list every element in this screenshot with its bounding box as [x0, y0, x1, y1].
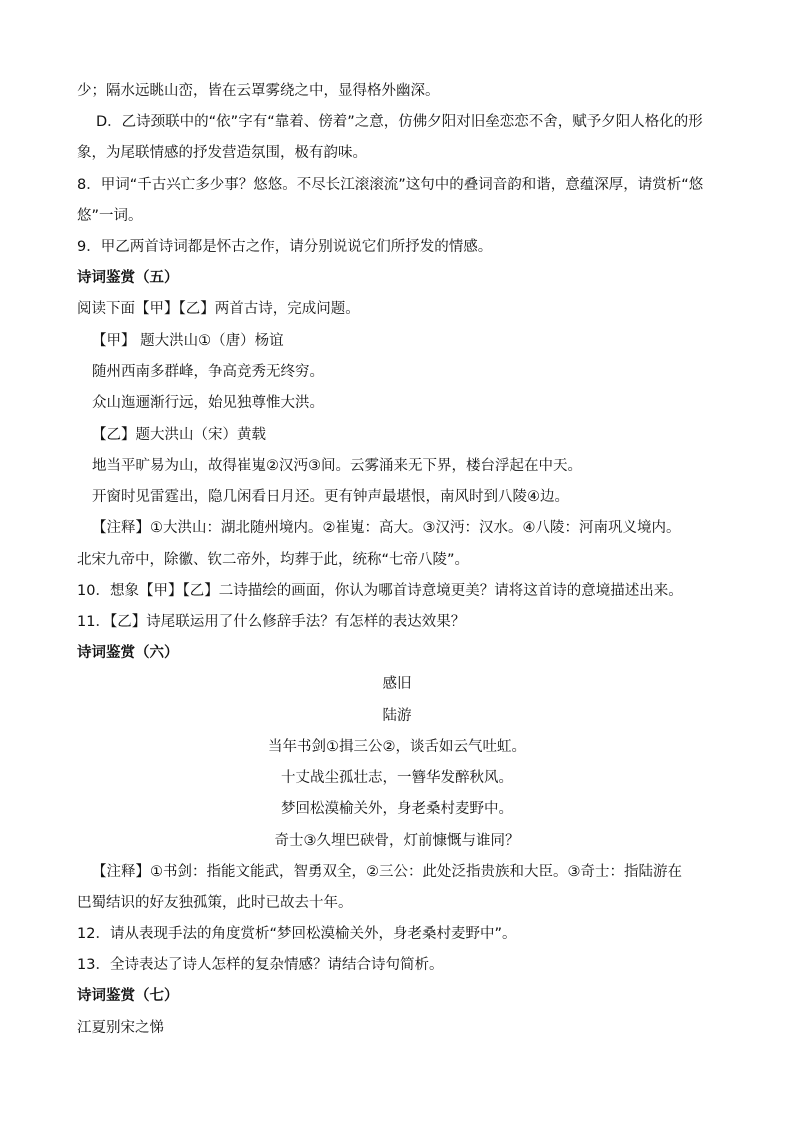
section-heading: 诗词鉴赏（五） — [77, 270, 179, 286]
poem-line: 十丈战尘孤壮志，一簪华发醉秋风。 — [281, 770, 513, 786]
question-12: 12．请从表现手法的角度赏析“梦回松漠榆关外，身老桑村麦野中”。 — [77, 926, 517, 942]
poem-line: 众山迤逦渐行远，始见独尊惟大洪。 — [92, 395, 324, 411]
poem-title: 【乙】题大洪山（宋）黄载 — [92, 427, 266, 443]
annotation: 巴蜀结识的好友独孤策，此时已故去十年。 — [77, 895, 353, 911]
text-line: 悠”一词。 — [77, 208, 143, 224]
section-heading: 诗词鉴赏（六） — [77, 645, 179, 661]
question-13: 13．全诗表达了诗人怎样的复杂情感？请结合诗句简析。 — [77, 957, 444, 973]
text-line: 少；隔水远眺山峦，皆在云罩雾绕之中，显得格外幽深。 — [77, 83, 440, 99]
instruction: 阅读下面【甲】【乙】两首古诗，完成问题。 — [77, 301, 360, 317]
poem-title: 【甲】 题大洪山①（唐）杨谊 — [92, 333, 284, 349]
poem-author: 陆游 — [382, 708, 412, 724]
poem-line: 奇士③久埋巴硖骨，灯前慷慨与谁同？ — [274, 833, 520, 849]
question-9: 9．甲乙两首诗词都是怀古之作，请分别说说它们所抒发的情感。 — [77, 239, 493, 255]
poem-line: 随州西南多群峰，争高竞秀无终穷。 — [92, 364, 324, 380]
text-line: 象，为尾联情感的抒发营造氛围，极有韵味。 — [77, 145, 367, 161]
annotation: 【注释】①书剑：指能文能武，智勇双全，②三公：此处泛指贵族和大臣。③奇士：指陆游在 — [92, 864, 682, 880]
question-11: 11．【乙】诗尾联运用了什么修辞手法？有怎样的表达效果？ — [77, 614, 466, 630]
poem-title: 感旧 — [382, 676, 412, 692]
question-10: 10．想象【甲】【乙】二诗描绘的画面，你认为哪首诗意境更美？请将这首诗的意境描述出来。 — [77, 583, 683, 599]
question-8: 8．甲词“千古兴亡多少事？悠悠。不尽长江滚滚流”这句中的叠词音韵和谐，意蕴深厚，请赏析“悠 — [77, 177, 704, 193]
section-heading: 诗词鉴赏（七） — [77, 988, 179, 1004]
option-d: D．乙诗颈联中的“依”字有“靠着、傍着”之意，仿佛夕阳对旧垒恋恋不舍，赋予夕阳人格化的形 — [96, 114, 703, 130]
poem-line: 开窗时见雷霆出，隐几闲看日月还。更有钟声最堪恨，南风时到八陵④边。 — [92, 489, 569, 505]
poem-title: 江夏别宋之悌 — [77, 1020, 164, 1036]
poem-line: 梦回松漠榆关外，身老桑村麦野中。 — [281, 801, 513, 817]
poem-line: 地当平旷易为山，故得崔嵬②汉沔③间。云雾涌来无下界，楼台浮起在中天。 — [92, 458, 582, 474]
annotation: 【注释】①大洪山：湖北随州境内。②崔嵬：高大。③汉沔：汉水。④八陵：河南巩义境内。 — [92, 520, 681, 536]
poem-line: 当年书剑①揖三公②，谈舌如云气吐虹。 — [268, 739, 526, 755]
annotation: 北宋九帝中，除徽、钦二帝外，均葬于此，统称“七帝八陵”。 — [77, 552, 470, 568]
